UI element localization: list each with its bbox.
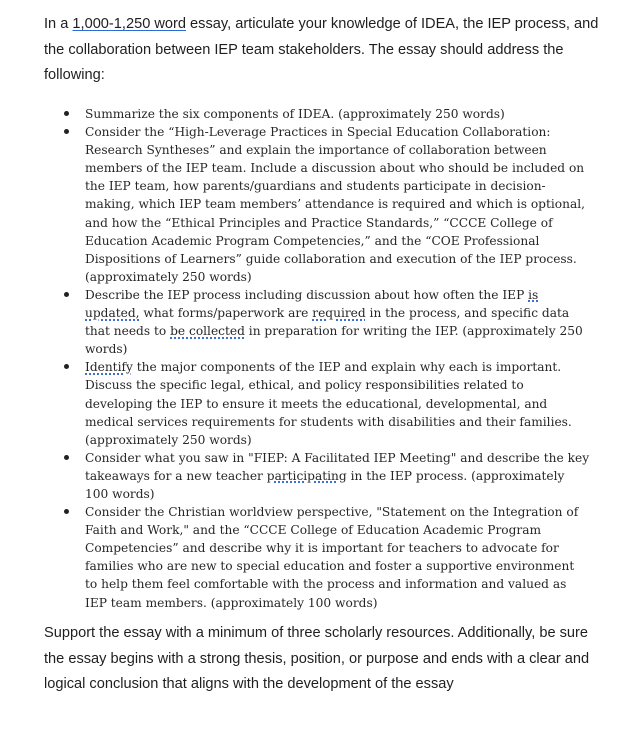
list-item-collaboration (62, 123, 590, 286)
bullet-icon (64, 509, 69, 514)
item-text: in the IEP process. (approximately 100 words) (85, 468, 565, 501)
list-item-fiep-meeting (62, 449, 590, 503)
flagged-word[interactable]: required (312, 306, 366, 321)
requirements-list (62, 105, 590, 612)
list-item-idea-components (62, 105, 590, 123)
bullet-icon (64, 111, 69, 116)
word-count-link[interactable]: 1,000-1,250 word (72, 16, 186, 32)
item-text: Summarize the six components of IDEA. (approximately 250 words) (85, 107, 505, 121)
intro-rest: essay, articulate your knowledge of IDEA, the IEP process, and the collaboration between IEP team stakeholders. The essay should address the following: (44, 16, 599, 83)
item-text: Consider what you saw in "FIEP: A Facilitated IEP Meeting" and describe the key takeaways for a new teacher (85, 450, 590, 483)
list-item-iep-components (62, 358, 590, 448)
item-text: Consider the Christian worldview perspective, "Statement on the Integration of Faith and Work," and the “CCCE College of Education Academic Program Competencies” and describe why it is important for teachers to advocate for families who are new to special education and foster a supportive environment to help them feel comfortable with the process and information and valued as IEP team members. (approximately 100 words) (85, 505, 579, 610)
item-text: in preparation for writing the IEP. (approximately 250 words) (85, 324, 583, 357)
flagged-word[interactable]: be collected (170, 324, 245, 339)
bullet-icon (64, 455, 69, 460)
flagged-word[interactable]: is updated, (85, 287, 539, 321)
item-text: the major components of the IEP and explain why each is important. Discuss the specific legal, ethical, and policy responsibilities related to developing the IEP to ensure it meets the educational, developmental, and medical services requirements for students with disabilities and their families. (approximately 250 words) (85, 360, 572, 447)
item-text: Consider the “High-Leverage Practices in Special Education Collaboration: Research Syntheses” and explain the importance of collaboration between members of the IEP team. Include a discussion about who should be included on the IEP team, how parents/guardians and students participate in decision-making, which IEP team members’ attendance is required and which is optional, and how the “Ethical Principles and Practice Standards,” “CCCE College of Education Academic Program Competencies,” and the “COE Professional Dispositions of Learners” guide collaboration and execution of the IEP process. (approximately 250 words) (85, 125, 585, 284)
bullet-icon (64, 292, 69, 297)
item-text: in the process, and specific data that needs to (85, 306, 570, 339)
intro-paragraph (44, 12, 600, 89)
list-item-christian-worldview (62, 503, 590, 612)
flagged-word[interactable]: participating (266, 468, 347, 483)
closing-paragraph: Support the essay with a minimum of three scholarly resources. Additionally, be sure the essay begins with a strong thesis, position, or purpose and ends with a clear and logical conclusion that aligns with the development of the essay (44, 625, 590, 692)
item-text: Describe the IEP process including discussion about how often the IEP (85, 287, 529, 302)
flagged-word[interactable]: Identify (85, 360, 133, 375)
item-text: what forms/paperwork are (139, 306, 313, 321)
bullet-icon (64, 364, 69, 369)
intro-prefix: In a (44, 16, 73, 32)
bullet-icon (64, 129, 69, 134)
list-item-iep-process (62, 286, 590, 358)
